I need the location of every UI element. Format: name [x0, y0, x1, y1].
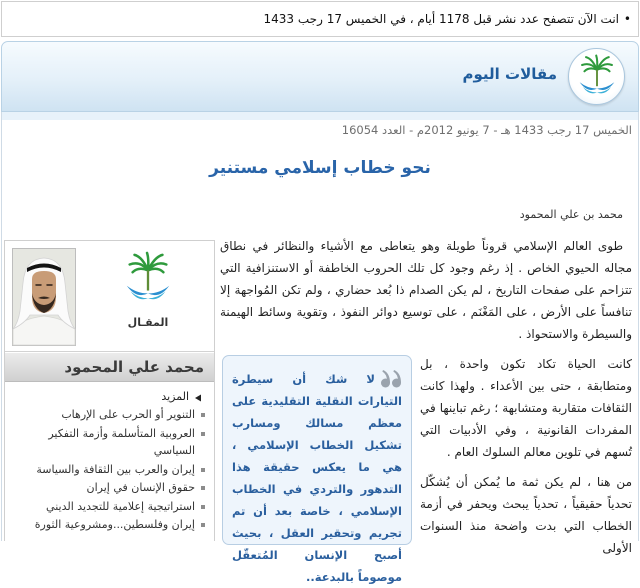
section-title: مقالات اليوم	[462, 65, 557, 83]
more-label[interactable]: المزيد	[161, 390, 189, 403]
related-article-title[interactable]: إيران وفلسطين...ومشروعية الثورة	[34, 518, 195, 531]
author-photo	[12, 248, 76, 346]
more-link[interactable]	[84, 390, 204, 406]
author-sidebar	[4, 240, 215, 541]
related-article-link[interactable]	[11, 425, 206, 460]
logo-label: المقـال	[127, 316, 169, 329]
palm-emblem-icon[interactable]	[568, 48, 625, 105]
issue-date: الخميس 17 رجب 1433 هـ - 7 يونيو 2012م - العدد 16054	[341, 123, 632, 137]
related-article-link[interactable]	[11, 406, 206, 424]
status-bullet: •	[623, 12, 631, 26]
related-article-link[interactable]	[11, 461, 206, 479]
related-article-title[interactable]: العروبية المتأسلمة وأزمة التفكير السياسي	[48, 426, 195, 457]
related-article-title[interactable]: استراتيجية إعلامية للتجديد الديني	[46, 499, 195, 513]
article-body	[220, 235, 632, 584]
square-bullet-icon	[201, 468, 205, 472]
square-bullet-icon	[201, 413, 205, 417]
related-article-title[interactable]: حقوق الإنسان في إيران	[86, 481, 195, 494]
article-paragraph: طوى العالم الإسلامي قروناً طويلة وهو يتعاطى مع الأشياء والنظائر في نطاق مجاله الحيوي الخاص . إذ رغم وجود كل تلك الحروب الخاطفة أو الاستنزافية التي تتزاحم على صفحات التاريخ ، لم يكن الصدام ذا بُعد حضاري ، ولم تكن المُواجهة إلا تنافساً على الأرض ، على المَغْنَم ، على توسيع دوائر النفوذ ، وتقوية وسائط الهيمنة والسيطرة والاستحواذ .	[220, 239, 632, 341]
author-name-bar	[5, 353, 214, 382]
related-articles-list	[5, 406, 214, 542]
header-divider	[1, 112, 639, 120]
article-title: نحو خطاب إسلامي مستنير	[209, 158, 431, 178]
section-header	[1, 41, 639, 112]
related-article-link[interactable]	[11, 498, 206, 516]
square-bullet-icon	[201, 432, 205, 436]
pull-quote	[222, 355, 412, 584]
square-bullet-icon	[201, 505, 205, 509]
status-bar	[1, 1, 639, 37]
article-author: محمد بن علي المحمود	[519, 208, 623, 221]
status-text: انت الآن تتصفح عدد نشر قبل 1178 أيام ، في الخميس 17 رجب 1433	[263, 12, 619, 26]
square-bullet-icon	[201, 486, 205, 490]
article-paragraph: كانت الحياة تكاد تكون واحدة ، بل ومتطابقة ، حتى بين الأعداء . ولهذا كانت الثقافات متقاربة ومتشابهة ؛ رغم تباينها في المفردات القانونية ، وفي الأدبيات التي تُسهم في تلوين معالم السلوك العام .	[420, 357, 632, 459]
related-article-title[interactable]: إيران والعرب بين الثقافة والسياسة	[36, 462, 195, 476]
author-profile-box	[5, 241, 214, 352]
arrow-left-icon[interactable]	[194, 394, 202, 402]
palm-emblem-icon	[121, 251, 175, 305]
square-bullet-icon	[201, 523, 205, 527]
pull-quote-text: لا شك أن سيطرة التيارات النقلية التقليدية على معظم مسالك ومسارب تشكيل الخطاب الإسلامي ، هي ما يعكس حقيقة هذا التدهور والتردي في الخطاب الإسلامي ، خاصة بعد أن تم تجريم وتحقير العقل ، بحيث أصبح الإنسان المُتعقّل موصوماً بالبدعة..	[232, 372, 402, 584]
related-article-link[interactable]	[11, 516, 206, 534]
author-name: محمد علي المحمود	[64, 358, 204, 376]
related-article-link[interactable]	[11, 479, 206, 497]
article-paragraph: من هنا ، لم يكن ثمة ما يُمكن أن يُشكّل تحدياً حقيقياً ، تحدياً يبحث ويحفر في أزمة الخطاب التي بدت واضحة منذ السنوات الأولى	[420, 475, 632, 555]
quote-mark-icon	[380, 369, 402, 389]
related-article-title[interactable]: التنوير أو الحرب على الإرهاب	[61, 408, 195, 421]
